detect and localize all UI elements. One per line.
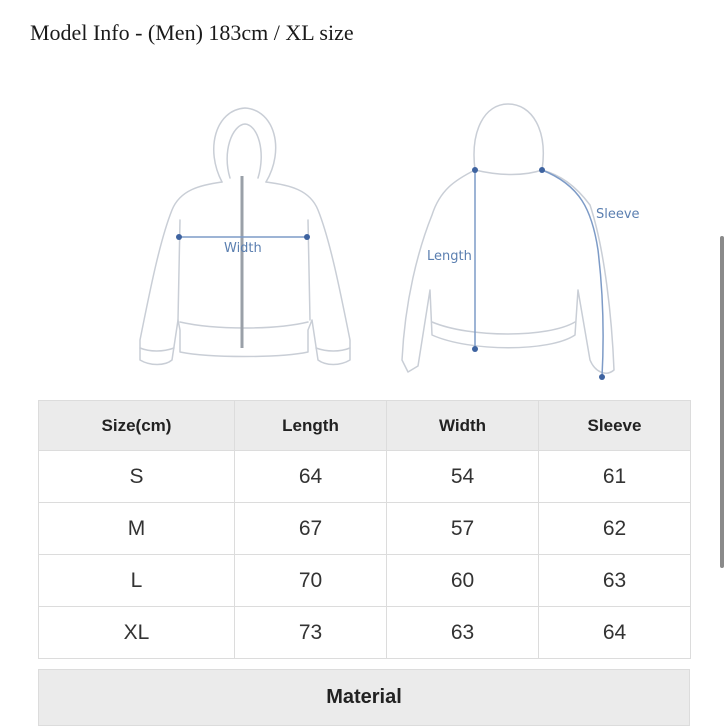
vertical-scrollbar[interactable]: [720, 236, 724, 568]
material-title: Material: [326, 686, 402, 708]
width-cell: 60: [387, 555, 539, 607]
material-section-header: [38, 669, 690, 726]
model-info-text: Model Info - (Men) 183cm / XL size: [30, 20, 354, 45]
hoodie-side-illustration: [402, 104, 614, 373]
length-cell: 70: [235, 555, 387, 607]
length-cell: 73: [235, 607, 387, 659]
table-row: [39, 503, 691, 555]
sleeve-cell: 62: [539, 503, 691, 555]
header-size: Size(cm): [39, 401, 235, 451]
size-cell: L: [39, 555, 235, 607]
header-sleeve: Sleeve: [539, 401, 691, 451]
size-cell: M: [39, 503, 235, 555]
length-measure-line: [472, 167, 478, 352]
length-cell: 67: [235, 503, 387, 555]
length-cell: 64: [235, 451, 387, 503]
hoodie-measurement-diagram: [0, 90, 726, 390]
table-row: [39, 451, 691, 503]
width-cell: 57: [387, 503, 539, 555]
header-length: Length: [235, 401, 387, 451]
table-row: [39, 555, 691, 607]
size-cell: S: [39, 451, 235, 503]
sleeve-cell: 63: [539, 555, 691, 607]
length-label: Length: [427, 249, 472, 264]
table-row: [39, 607, 691, 659]
size-cell: XL: [39, 607, 235, 659]
sleeve-label: Sleeve: [596, 207, 640, 222]
width-label: Width: [224, 241, 262, 256]
sleeve-measure-line: [539, 167, 605, 380]
width-cell: 63: [387, 607, 539, 659]
width-cell: 54: [387, 451, 539, 503]
table-header-row: [39, 401, 691, 451]
sleeve-cell: 64: [539, 607, 691, 659]
sleeve-cell: 61: [539, 451, 691, 503]
size-chart-table: [38, 400, 691, 659]
header-width: Width: [387, 401, 539, 451]
